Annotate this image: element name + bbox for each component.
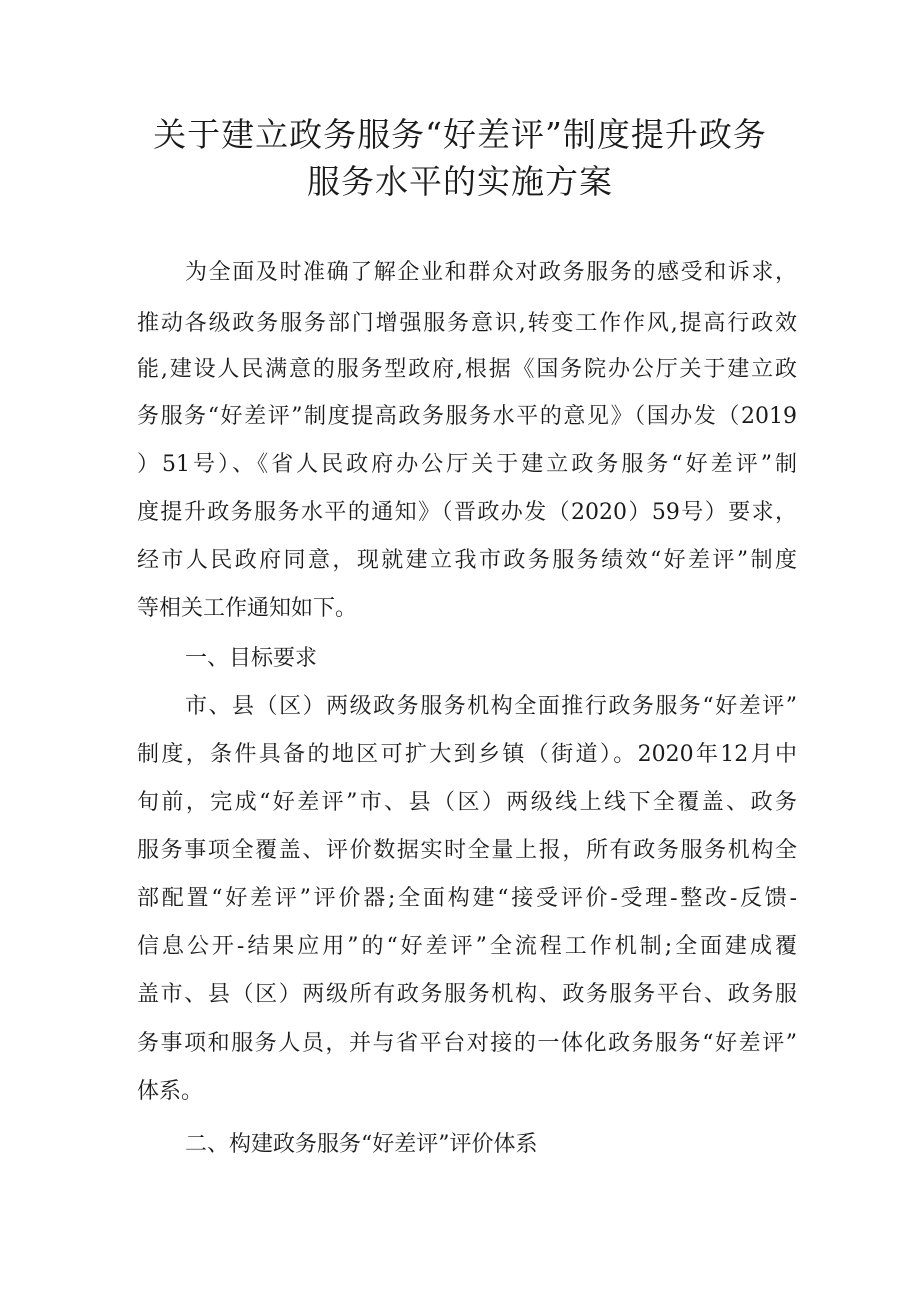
- document-title-line-1: 关于建立政务服务“好差评”制度提升政务: [153, 115, 767, 154]
- paragraph-line: 务事项和服务人员，并与省平台对接的一体化政务服务“好差评”: [137, 1031, 797, 1056]
- paragraph-line: 能,建设人民满意的服务型政府,根据《国务院办公厅关于建立政: [137, 357, 797, 382]
- paragraph-line: 服务事项全覆盖、评价数据实时全量上报，所有政务服务机构全: [137, 838, 797, 863]
- paragraph-line: 信息公开-结果应用”的“好差评”全流程工作机制;全面建成覆: [137, 934, 797, 959]
- paragraph-line: 务服务“好差评”制度提高政务服务水平的意见》（国办发（2019: [137, 404, 797, 429]
- paragraph-line: 部配置“好差评”评价器;全面构建“接受评价-受理-整改-反馈-: [137, 886, 797, 911]
- paragraph-line: 旬前，完成“好差评”市、县（区）两级线上线下全覆盖、政务: [137, 790, 797, 815]
- paragraph-line: 盖市、县（区）两级所有政务服务机构、政务服务平台、政务服: [137, 982, 797, 1007]
- paragraph-line: 度提升政务服务水平的通知》（晋政办发（2020）59号）要求，: [137, 500, 797, 525]
- paragraph-line: 推动各级政务服务部门增强服务意识,转变工作作风,提高行政效: [137, 311, 797, 336]
- section-heading-evaluation-system: 二、构建政务服务“好差评”评价体系: [185, 1132, 538, 1157]
- paragraph-line: 为全面及时准确了解企业和群众对政务服务的感受和诉求，: [185, 260, 797, 285]
- paragraph-line: 市、县（区）两级政务服务机构全面推行政务服务“好差评”: [185, 694, 797, 719]
- paragraph-line: ）51号）、《省人民政府办公厅关于建立政务服务“好差评”制: [137, 452, 797, 477]
- paragraph-line: 体系。: [137, 1079, 204, 1104]
- paragraph-line: 等相关工作通知如下。: [137, 596, 358, 621]
- section-heading-goals: 一、目标要求: [185, 646, 318, 671]
- paragraph-line: 制度，条件具备的地区可扩大到乡镇（街道）。2020年12月中: [137, 742, 797, 767]
- document-title-line-2: 服务水平的实施方案: [307, 162, 613, 201]
- paragraph-line: 经市人民政府同意，现就建立我市政务服务绩效“好差评”制度: [137, 548, 797, 573]
